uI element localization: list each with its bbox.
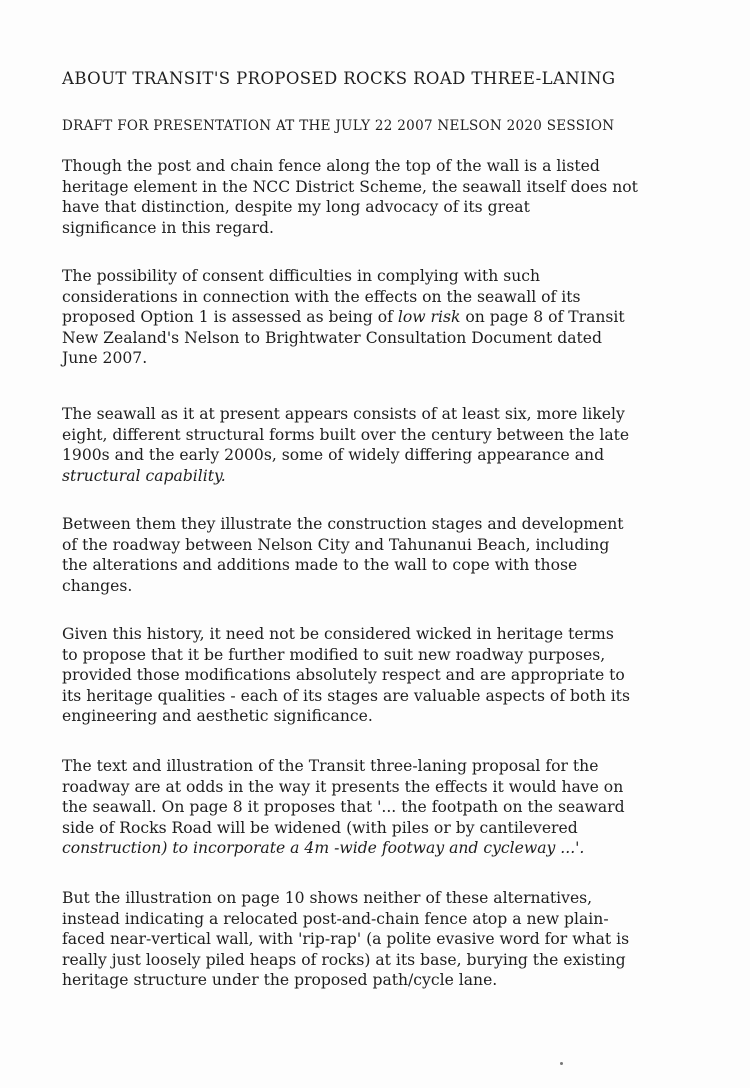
document-title: ABOUT TRANSIT'S PROPOSED ROCKS ROAD THREE-LANING xyxy=(62,69,616,88)
scan-speck xyxy=(560,1062,563,1065)
text-line: heritage structure under the proposed path/cycle lane. xyxy=(62,971,498,989)
text-line: roadway are at odds in the way it presents the effects it would have on xyxy=(62,777,624,796)
text-line: 1900s and the early 2000s, some of widely differing appearance and xyxy=(62,446,605,464)
paragraph-4 xyxy=(62,514,692,596)
text-line: Though the post and chain fence along the top of the wall is a listed xyxy=(62,157,600,175)
emphasis-text: low risk xyxy=(397,308,461,326)
text-line: heritage element in the NCC District Scheme, the seawall itself does not xyxy=(62,177,638,196)
paragraph-2 xyxy=(62,266,692,369)
paragraph-3 xyxy=(62,404,692,486)
paragraph-5 xyxy=(62,624,692,727)
text-line: structural capability. xyxy=(62,466,226,485)
text-line: But the illustration on page 10 shows neither of these alternatives, xyxy=(62,889,593,907)
text-line: to propose that it be further modified to suit new roadway purposes, xyxy=(62,645,606,664)
text-line: Between them they illustrate the construction stages and development xyxy=(62,515,624,533)
text-line: The text and illustration of the Transit three-laning proposal for the xyxy=(62,757,599,775)
text-line: changes. xyxy=(62,576,133,595)
text-line-mixed xyxy=(62,307,692,328)
document-subtitle: DRAFT FOR PRESENTATION AT THE JULY 22 2007 NELSON 2020 SESSION xyxy=(62,118,615,134)
text-line: really just loosely piled heaps of rocks) at its base, burying the existing xyxy=(62,950,626,969)
text-line: faced near-vertical wall, with 'rip-rap' (a polite evasive word for what is xyxy=(62,930,630,948)
text-line: New Zealand's Nelson to Brightwater Consultation Document dated xyxy=(62,328,603,347)
text-line: construction) to incorporate a 4m -wide footway and cycleway ...'. xyxy=(62,839,585,857)
text-line: significance in this regard. xyxy=(62,218,274,237)
text-line: have that distinction, despite my long advocacy of its great xyxy=(62,198,530,216)
text-line: Given this history, it need not be considered wicked in heritage terms xyxy=(62,625,614,643)
text-line: instead indicating a relocated post-and-chain fence atop a new plain- xyxy=(62,909,609,928)
paragraph-6 xyxy=(62,756,692,859)
text-line: The seawall as it at present appears consists of at least six, more likely xyxy=(62,405,625,423)
text-segment: proposed Option 1 is assessed as being of xyxy=(62,308,398,326)
text-line: engineering and aesthetic significance. xyxy=(62,707,373,725)
text-line: side of Rocks Road will be widened (with piles or by cantilevered xyxy=(62,818,578,837)
text-segment: on page 8 of Transit xyxy=(460,308,625,326)
text-line: the seawall. On page 8 it proposes that '... the footpath on the seaward xyxy=(62,798,625,816)
text-line: June 2007. xyxy=(62,349,148,367)
text-line: provided those modifications absolutely respect and are appropriate to xyxy=(62,666,625,684)
text-line: eight, different structural forms built over the century between the late xyxy=(62,425,630,444)
text-line: The possibility of consent difficulties in complying with such xyxy=(62,267,541,285)
text-line: the alterations and additions made to the wall to cope with those xyxy=(62,556,578,574)
paragraph-7 xyxy=(62,888,692,991)
text-line: considerations in connection with the effects on the seawall of its xyxy=(62,287,581,306)
text-line: its heritage qualities - each of its stages are valuable aspects of both its xyxy=(62,686,630,705)
paragraph-1 xyxy=(62,156,692,238)
text-line: of the roadway between Nelson City and Tahunanui Beach, including xyxy=(62,535,610,554)
